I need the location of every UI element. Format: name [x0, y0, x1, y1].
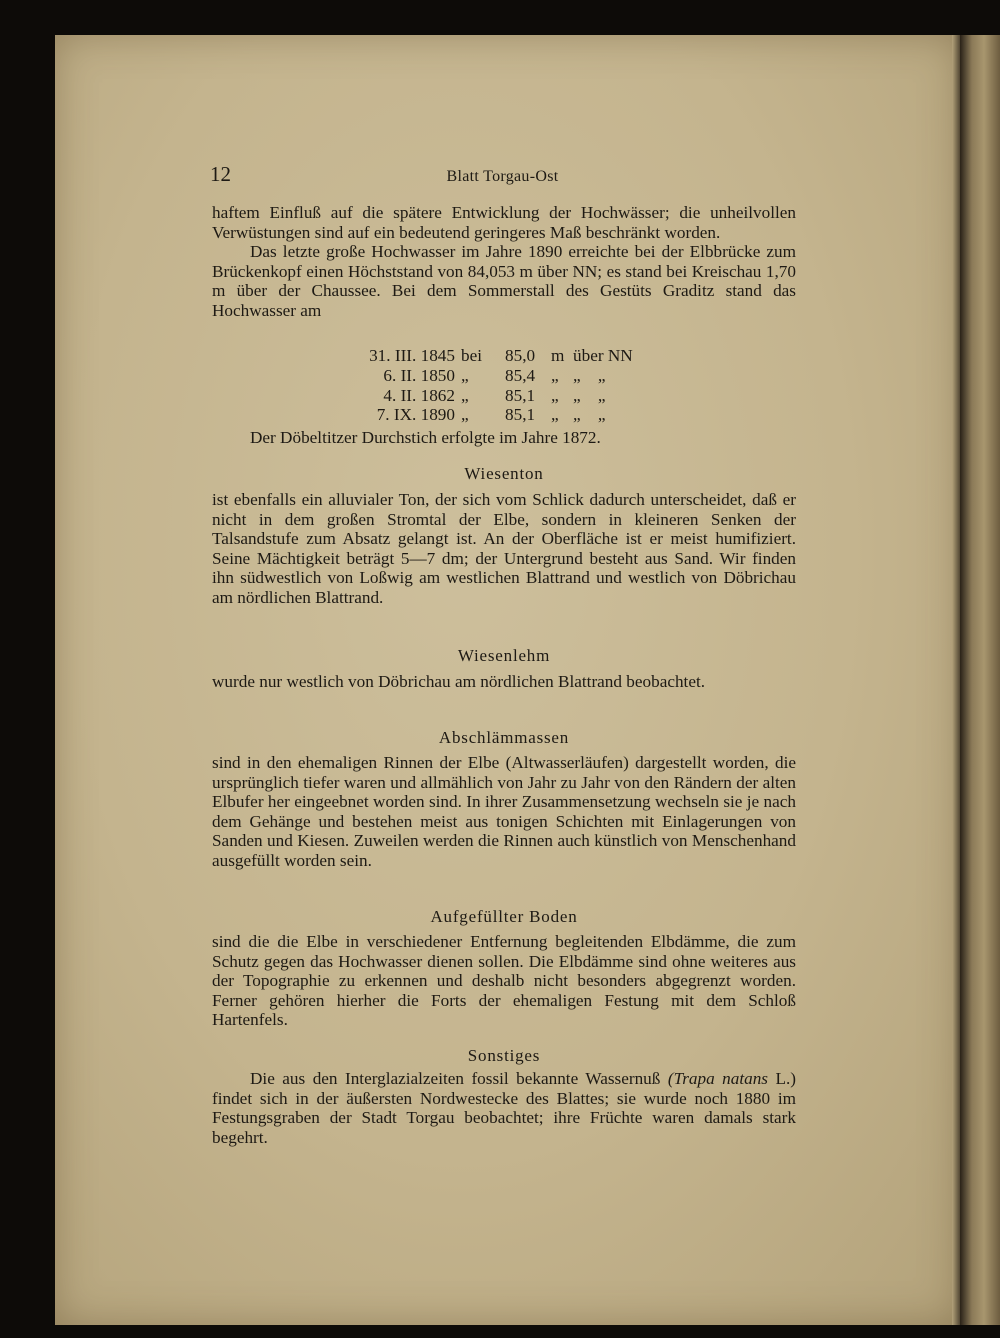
flood-date: 6. II. 1850	[383, 365, 455, 385]
flood-height: 85,1	[505, 405, 536, 425]
running-head: Blatt Torgau-Ost	[446, 168, 559, 185]
facing-page-edge	[960, 35, 1000, 1325]
section-heading: Wiesenton	[464, 464, 544, 483]
abschlaemmassen-text: sind in den ehemaligen Rinnen der Elbe (Altwasserläufen) dargestellt worden, die ursprünglich tiefer waren und allmählich von Jahr zu Jahr von den Rändern der alten Elbufer her eingeebnet worden sind. In ihrer Zusammensetzung wechseln sie je nach dem Gehänge und bestehen meist aus tonigen Schichten mit Einlagerungen von Sanden und Kiesen. Zuweilen werden die Rinnen auch künstlich von Menschenhand ausgefüllt worden sein.	[212, 753, 796, 870]
section-heading: Wiesenlehm	[457, 646, 551, 665]
flood-height: 85,0	[505, 346, 536, 365]
flood-height: 85,1	[505, 385, 536, 405]
aufgefuellter-boden-text: sind die die Elbe in verschiedener Entfernung begleitenden Elbdämme, die zum Schutz gegen das Hochwasser dienen sollen. Die Elbdämme sind ohne weiteres aus der Topographie zu erkennen und deshalb nicht besonders abgegrenzt worden. Ferner gehören hierher die Forts der ehemaligen Festung mit dem Schloß Hartenfels.	[212, 932, 796, 1030]
flood-reference: „ „	[573, 385, 606, 405]
paragraph-1: haftem Einfluß auf die spätere Entwicklung der Hochwässer; die unheilvollen Verwüstungen sind auf ein bedeutend geringeres Maß beschränkt worden.	[212, 203, 796, 242]
species-name: (Trapa natans	[667, 1069, 768, 1088]
flood-unit: „	[551, 365, 559, 385]
paragraph-2: Das letzte große Hochwasser im Jahre 1890 erreichte bei der Elbbrücke zum Brückenkopf einen Höchststand von 84,053 m über NN; es stand bei Kreischau 1,70 m über der Chaussee. Bei dem Sommerstall des Gestüts Graditz stand das Hochwasser am	[212, 242, 796, 320]
closing-line: Der Döbeltitzer Durchstich erfolgte im Jahre 1872.	[250, 428, 601, 447]
flood-unit: m	[551, 346, 565, 365]
flood-prep: „	[461, 385, 469, 405]
flood-levels-table	[355, 346, 655, 425]
intro-text	[212, 203, 796, 321]
page-header	[210, 162, 795, 192]
section-heading: Sonstiges	[467, 1046, 541, 1065]
sonstiges-text-start: Die aus den Interglazialzeiten fossil bekannte Wassernuß	[250, 1069, 668, 1088]
table-row	[355, 386, 655, 406]
section-text	[212, 1069, 796, 1147]
table-row	[355, 405, 655, 425]
section-text	[212, 490, 796, 608]
table-row	[355, 366, 655, 386]
section-heading: Aufgefüllter Boden	[430, 907, 578, 926]
flood-reference: über NN	[573, 346, 633, 365]
flood-prep: „	[461, 365, 469, 385]
flood-unit: „	[551, 385, 559, 405]
table-row	[355, 346, 655, 366]
wiesenlehm-text: wurde nur westlich von Döbrichau am nördlichen Blattrand beobachtet.	[212, 672, 706, 691]
flood-prep: bei	[461, 346, 482, 365]
section-text	[212, 672, 796, 692]
page-number: 12	[210, 162, 231, 186]
sonstiges-text-end: L.) findet sich in der äußersten Nordwestecke des Blattes; sie wurde noch 1880 im Festungsgraben der Stadt Torgau beobachtet; ihre Früchte waren damals stark begehrt.	[212, 1069, 796, 1147]
section-heading: Abschlämmassen	[438, 728, 570, 747]
flood-date: 31. III. 1845	[369, 346, 455, 365]
section-text	[212, 932, 796, 1030]
flood-date: 4. II. 1862	[383, 385, 455, 405]
flood-height: 85,4	[505, 365, 536, 385]
sonstiges-text	[212, 1069, 796, 1147]
wiesenton-text: ist ebenfalls ein alluvialer Ton, der sich vom Schlick dadurch unterscheidet, daß er nicht in dem großen Stromtal der Elbe, sondern in kleineren Senken der Talsandstufe zum Absatz gelangt ist. An der Oberfläche ist er meist humifiziert. Seine Mächtigkeit beträgt 5—7 dm; der Untergrund besteht aus Sand. Wir finden ihn südwestlich von Loßwig am westlichen Blattrand und westlich von Döbrichau am nördlichen Blattrand.	[212, 490, 796, 607]
flood-date: 7. IX. 1890	[376, 405, 455, 425]
section-text	[212, 753, 796, 871]
flood-prep: „	[461, 405, 469, 425]
flood-unit: „	[551, 405, 559, 425]
flood-reference: „ „	[573, 405, 606, 425]
flood-reference: „ „	[573, 365, 606, 385]
